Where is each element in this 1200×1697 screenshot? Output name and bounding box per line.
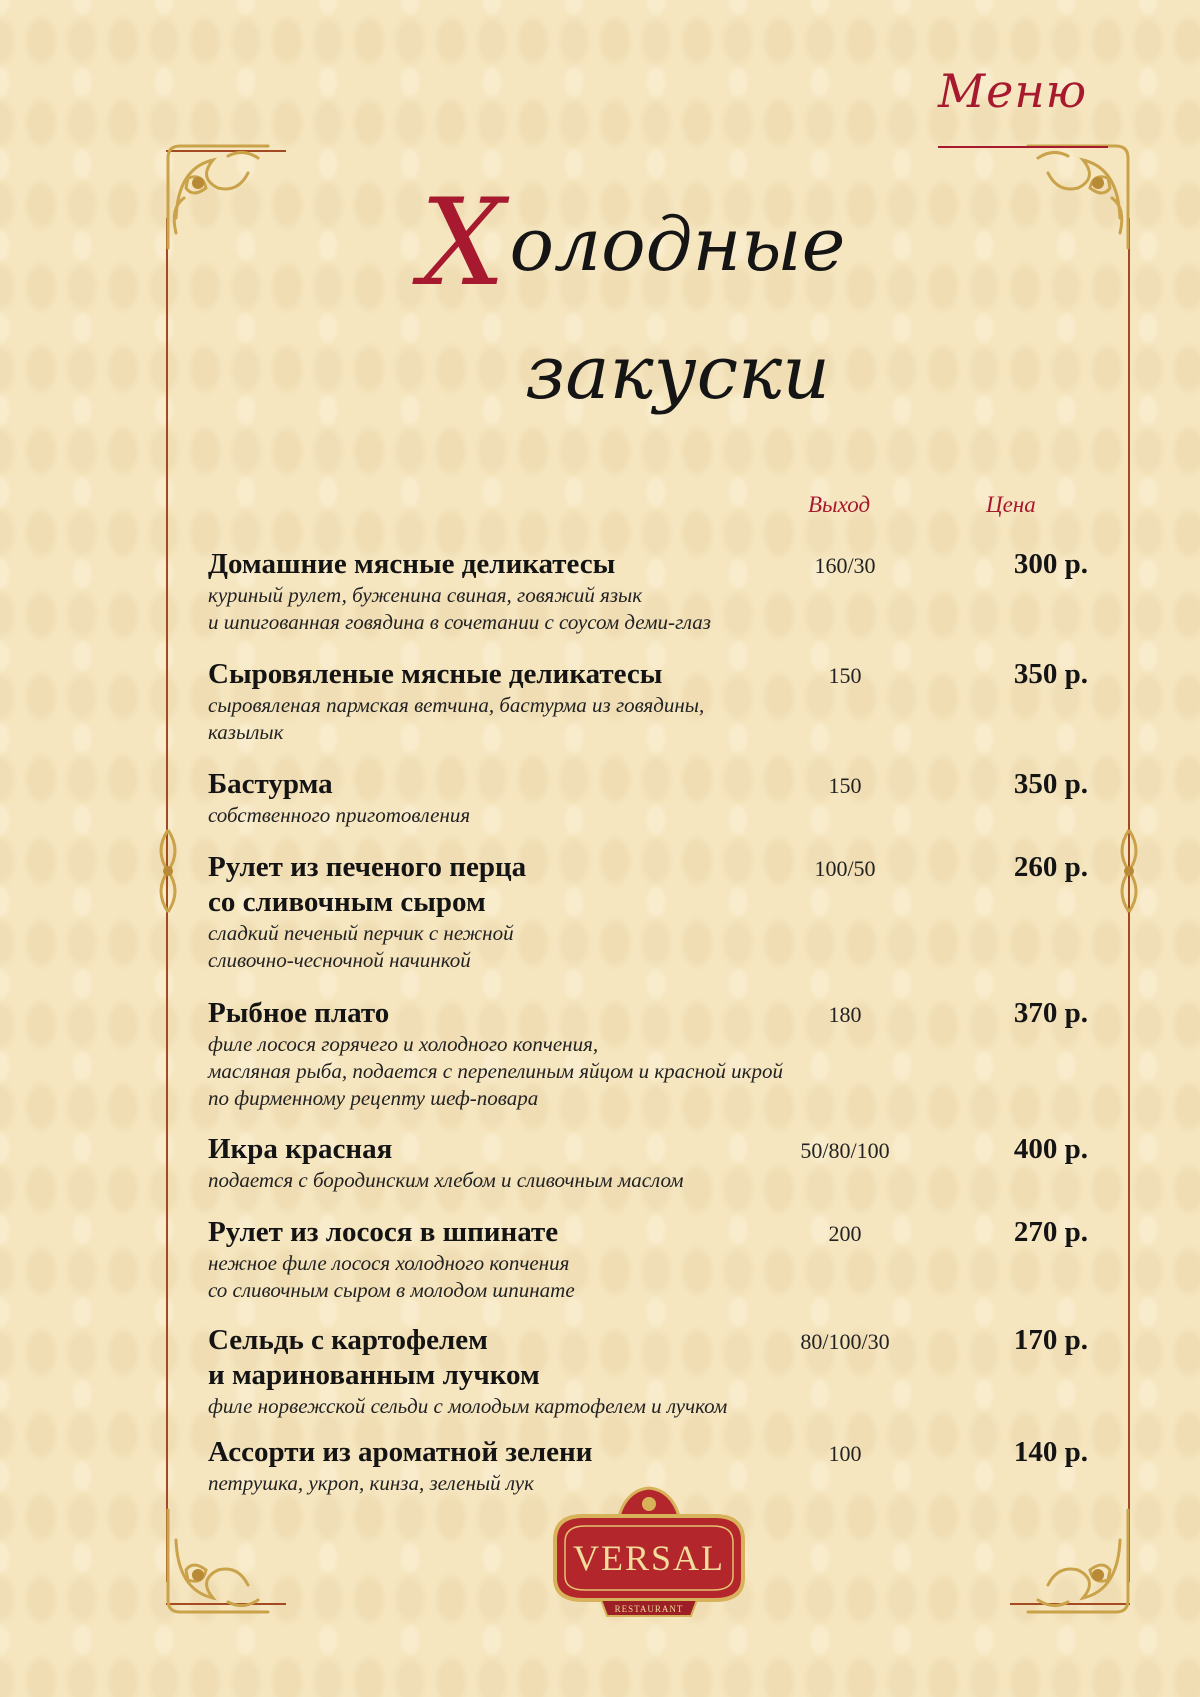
item-name: со сливочным сыром	[208, 886, 486, 918]
logo-subtitle: RESTAURANT	[614, 1604, 684, 1614]
item-description: куриный рулет, буженина свиная, говяжий язык	[208, 583, 643, 607]
item-weight: 50/80/100	[800, 1138, 890, 1163]
item-name: Рулет из печеного перца	[208, 851, 527, 883]
item-description: со сливочным сыром в молодом шпинате	[208, 1278, 575, 1302]
menu-item	[208, 1323, 1108, 1420]
title-initial: Х	[420, 174, 506, 313]
item-description: подается с бородинским хлебом и сливочным маслом	[208, 1168, 684, 1192]
item-description: масляная рыба, подается с перепелиным яйцом и красной икрой	[208, 1059, 783, 1083]
item-description: сладкий печеный перчик с нежной	[208, 921, 514, 945]
item-price: 300 р.	[1013, 548, 1088, 580]
item-description: нежное филе лосося холодного копчения	[208, 1251, 570, 1275]
title-line-2: закуски	[525, 330, 830, 416]
item-description: филе лосося горячего и холодного копчения,	[208, 1032, 599, 1056]
menu-item	[208, 657, 1108, 746]
item-name: Рыбное плато	[208, 997, 390, 1029]
item-description: по фирменному рецепту шеф-повара	[208, 1086, 539, 1110]
menu-item	[208, 850, 1108, 974]
menu-item	[208, 547, 1108, 636]
item-price: 400 р.	[1013, 1133, 1088, 1165]
item-price: 370 р.	[1013, 997, 1088, 1029]
item-name: Сыровяленые мясные деликатесы	[208, 658, 663, 690]
side-ornament-right	[1111, 826, 1147, 916]
item-description: казылык	[208, 720, 284, 744]
corner-ornament-bottom-right	[1018, 1500, 1138, 1620]
versal-logo	[543, 1482, 755, 1622]
title-line-1-rest: олодные	[509, 202, 846, 288]
item-description: сыровяленая пармская ветчина, бастурма из говядины,	[208, 693, 705, 717]
item-description: собственного приготовления	[208, 803, 471, 827]
item-name: Икра красная	[208, 1133, 393, 1165]
menu-tag-underline	[938, 146, 1108, 148]
item-price: 170 р.	[1013, 1324, 1088, 1356]
logo-crest-icon	[619, 1488, 679, 1516]
item-name: Ассорти из ароматной зелени	[208, 1436, 593, 1468]
title-line-1	[420, 170, 846, 313]
item-price: 350 р.	[1013, 768, 1088, 800]
column-header-weight: Выход	[808, 492, 871, 517]
item-description: петрушка, укроп, кинза, зеленый лук	[208, 1471, 534, 1495]
item-weight: 100/50	[814, 856, 876, 881]
item-price: 260 р.	[1013, 851, 1088, 883]
column-header-price: Цена	[986, 492, 1036, 517]
item-weight: 100	[828, 1441, 862, 1466]
item-description: филе норвежской сельди с молодым картофелем и лучком	[208, 1394, 728, 1418]
item-name: Сельдь с картофелем	[208, 1324, 488, 1356]
item-name: Бастурма	[208, 768, 333, 800]
item-price: 350 р.	[1013, 658, 1088, 690]
item-price: 270 р.	[1013, 1216, 1088, 1248]
item-name: и маринованным лучком	[208, 1359, 540, 1391]
item-weight: 150	[828, 663, 862, 688]
item-weight: 200	[828, 1221, 862, 1246]
corner-ornament-top-right	[1018, 138, 1138, 258]
item-weight: 160/30	[814, 553, 876, 578]
item-weight: 150	[828, 773, 862, 798]
menu-item	[208, 1215, 1108, 1304]
logo-name: VERSAL	[572, 1538, 726, 1578]
item-price: 140 р.	[1013, 1436, 1088, 1468]
menu-item	[208, 996, 1108, 1112]
side-ornament-left	[150, 826, 186, 916]
corner-ornament-bottom-left	[158, 1500, 278, 1620]
corner-ornament-top-left	[158, 138, 278, 258]
item-description: сливочно-чесночной начинкой	[208, 948, 471, 972]
item-name: Рулет из лосося в шпинате	[208, 1216, 559, 1248]
item-weight: 180	[828, 1002, 862, 1027]
menu-tag: Меню	[938, 64, 1088, 118]
item-name: Домашние мясные деликатесы	[208, 548, 616, 580]
item-weight: 80/100/30	[800, 1329, 890, 1354]
menu-item	[208, 1132, 1108, 1194]
menu-item	[208, 767, 1108, 829]
item-description: и шпигованная говядина в сочетании с соусом деми-глаз	[208, 610, 711, 634]
